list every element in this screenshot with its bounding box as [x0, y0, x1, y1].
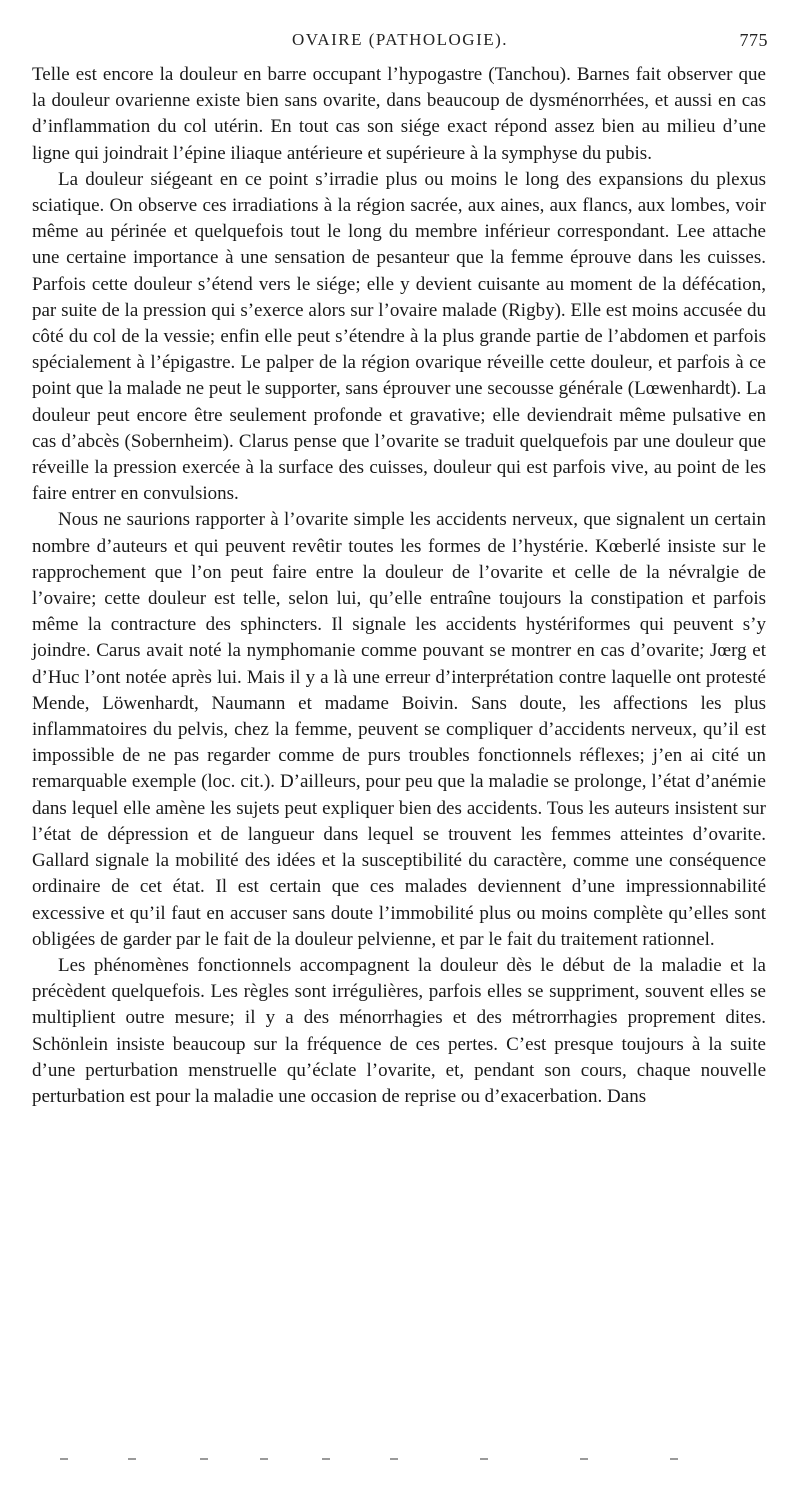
bleed-mark [480, 1458, 488, 1460]
page-number: 775 [739, 30, 768, 50]
bleed-mark [60, 1458, 68, 1460]
bleed-mark [260, 1458, 268, 1460]
paragraph-3: Nous ne saurions rapporter à l’ovarite simple les accidents nerveux, que signalent un certain nombre d’auteurs et qui peuvent revêtir toutes les formes de l’hystérie. Kœberlé insiste sur le rapprochement que l’on peut faire entre la douleur de l’ovarite et celle de la névralgie de l’ovaire; cette douleur est telle, selon lui, qu’elle entraîne toujours la constipation et parfois même la contracture des sphincters. Il signale les accidents hystériformes qui peuvent s’y joindre. Carus avait noté la nymphomanie comme pouvant se montrer en cas d’ovarite; Jœrg et d’Huc l’ont notée après lui. Mais il y a là une erreur d’interprétation contre laquelle ont protesté Mende, Löwenhardt, Naumann et madame Boivin. Sans doute, les affections les plus inflammatoires du pelvis, chez la femme, peuvent se compliquer d’accidents nerveux, qu’il est impossible de ne pas regarder comme de purs troubles fonctionnels réflexes; j’en ai cité un remarquable exemple (loc. cit.). D’ailleurs, pour peu que la maladie se prolonge, l’état d’anémie dans lequel elle amène les sujets peut expliquer bien des accidents. Tous les auteurs insistent sur l’état de dépression et de langueur dans lequel se trouvent les femmes atteintes d’ovarite. Gallard signale la mobilité des idées et la susceptibilité du caractère, comme une conséquence ordinaire de cet état. Il est certain que ces malades deviennent d’une impressionnabilité excessive et qu’il faut en accuser sans doute l’immobilité plus ou moins complète qu’elles sont obligées de garder par le fait de la douleur pelvienne, et par le fait du traitement rationnel. [32, 509, 766, 950]
bleed-mark [128, 1458, 136, 1460]
bleed-mark [322, 1458, 330, 1460]
bleed-through-marks [60, 1458, 680, 1462]
page-header [32, 30, 768, 56]
running-title: OVAIRE (PATHOLOGIE). [291, 30, 509, 49]
bleed-mark [670, 1458, 678, 1460]
bleed-mark [200, 1458, 208, 1460]
paragraph-2: La douleur siégeant en ce point s’irradie plus ou moins le long des expansions du plexus sciatique. On observe ces irradiations à la région sacrée, aux aines, aux flancs, aux lombes, voir même au périnée et quelquefois tout le long du membre inférieur correspondant. Lee attache une certaine importance à une sensation de pesanteur que la femme éprouve dans les cuisses. Parfois cette douleur s’étend vers le siége; elle y devient cuisante au moment de la défécation, par suite de la pression qui s’exerce alors sur l’ovaire malade (Rigby). Elle est moins accusée du côté du col de la vessie; enfin elle peut s’étendre à la plus grande partie de l’abdomen et parfois spécialement à l’épigastre. Le palper de la région ovarique réveille cette douleur, et parfois à ce point que la malade ne peut le supporter, sans éprouver une secousse générale (Lœwenhardt). La douleur peut encore être seulement profonde et gravative; elle deviendrait même pulsative en cas d’abcès (Sobernheim). Clarus pense que l’ovarite se traduit quelquefois par une douleur que réveille la pression exercée à la surface des cuisses, douleur qui est parfois vive, au point de les faire entrer en convulsions. [32, 168, 766, 505]
paragraph-1: Telle est encore la douleur en barre occupant l’hypogastre (Tanchou). Barnes fait observer que la douleur ovarienne existe bien sans ovarite, dans beaucoup de dysménorrhées, et aussi en cas d’inflammation du col utérin. En tout cas son siége exact répond assez bien au milieu d’une ligne qui joindrait l’épine iliaque antérieure et supérieure à la symphyse du pubis. [32, 64, 766, 164]
bleed-mark [390, 1458, 398, 1460]
body-text [32, 62, 766, 1110]
paragraph-4: Les phénomènes fonctionnels accompagnent la douleur dès le début de la maladie et la précèdent quelquefois. Les règles sont irrégulières, parfois elles se suppriment, souvent elles se multiplient outre mesure; il y a des ménorrhagies et des métrorrhagies proprement dites. Schönlein insiste beaucoup sur la fréquence de ces pertes. C’est presque toujours à la suite d’une perturbation menstruelle qu’éclate l’ovarite, et, pendant son cours, chaque nouvelle perturbation est pour la maladie une occasion de reprise ou d’exacerbation. Dans [32, 954, 766, 1107]
bleed-mark [580, 1458, 588, 1460]
